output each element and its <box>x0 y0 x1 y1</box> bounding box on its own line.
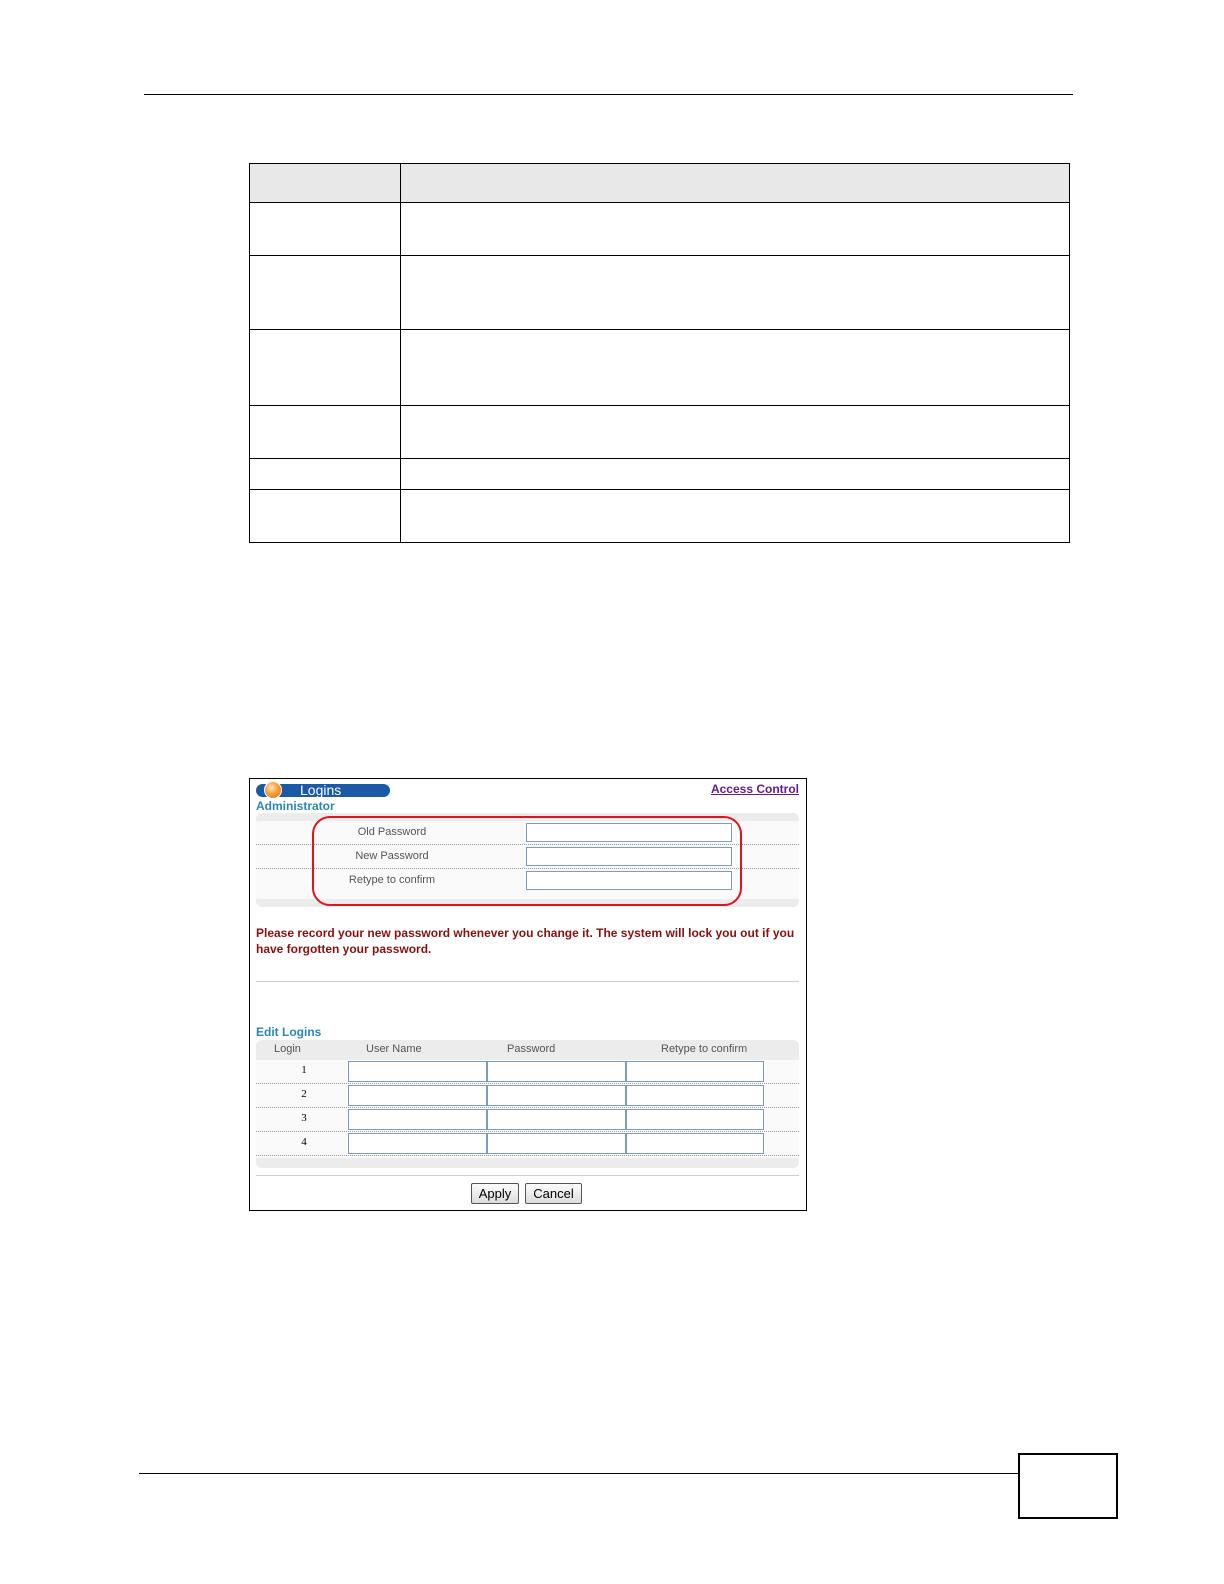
table-row <box>250 490 1070 543</box>
password-input[interactable] <box>487 1061 626 1082</box>
table-row <box>256 1108 799 1132</box>
table-header-row <box>250 164 1070 203</box>
administrator-heading: Administrator <box>256 799 335 813</box>
edit-logins-heading: Edit Logins <box>256 1025 322 1039</box>
page-number-box <box>1018 1453 1118 1519</box>
column-header-login: Login <box>274 1043 301 1055</box>
edit-logins-body <box>256 1060 799 1158</box>
user-name-input[interactable] <box>348 1109 487 1130</box>
orb-icon <box>264 781 282 799</box>
retype-password-label: Retype to confirm <box>348 874 436 886</box>
table-row <box>250 256 1070 330</box>
user-name-input[interactable] <box>348 1133 487 1154</box>
login-number: 1 <box>301 1064 307 1076</box>
apply-button[interactable]: Apply <box>471 1183 519 1204</box>
password-warning: Please record your new password whenever you change it. The system will lock you out if you have forgotten your password. <box>256 926 795 956</box>
footer-rule <box>139 1473 1018 1474</box>
password-input[interactable] <box>487 1133 626 1154</box>
column-header-password: Password <box>507 1043 556 1055</box>
retype-input[interactable] <box>626 1109 764 1130</box>
table-row <box>250 459 1070 490</box>
user-name-input[interactable] <box>348 1061 487 1082</box>
table-row <box>256 1060 799 1084</box>
login-number: 3 <box>301 1112 307 1124</box>
logins-screenshot <box>249 778 807 1211</box>
divider <box>256 981 799 982</box>
table-row <box>250 330 1070 406</box>
access-control-link[interactable]: Access Control <box>710 782 799 796</box>
edit-logins-table <box>256 1040 799 1168</box>
old-password-label: Old Password <box>357 826 427 838</box>
description-table <box>249 163 1070 543</box>
header-rule <box>144 94 1073 95</box>
divider <box>256 1175 799 1176</box>
login-number: 2 <box>301 1088 307 1100</box>
login-number: 4 <box>301 1136 307 1148</box>
cancel-button[interactable]: Cancel <box>525 1183 582 1204</box>
retype-input[interactable] <box>626 1133 764 1154</box>
user-name-input[interactable] <box>348 1085 487 1106</box>
password-input[interactable] <box>487 1109 626 1130</box>
table-row <box>256 1132 799 1156</box>
table-row <box>250 203 1070 256</box>
retype-input[interactable] <box>626 1061 764 1082</box>
column-header-user-name: User Name <box>366 1043 422 1055</box>
table-row <box>250 406 1070 459</box>
retype-input[interactable] <box>626 1085 764 1106</box>
new-password-label: New Password <box>355 850 429 862</box>
password-input[interactable] <box>487 1085 626 1106</box>
logins-title: Logins <box>300 782 342 798</box>
highlight-oval <box>312 816 742 906</box>
column-header-retype: Retype to confirm <box>661 1043 748 1055</box>
table-row <box>256 1084 799 1108</box>
